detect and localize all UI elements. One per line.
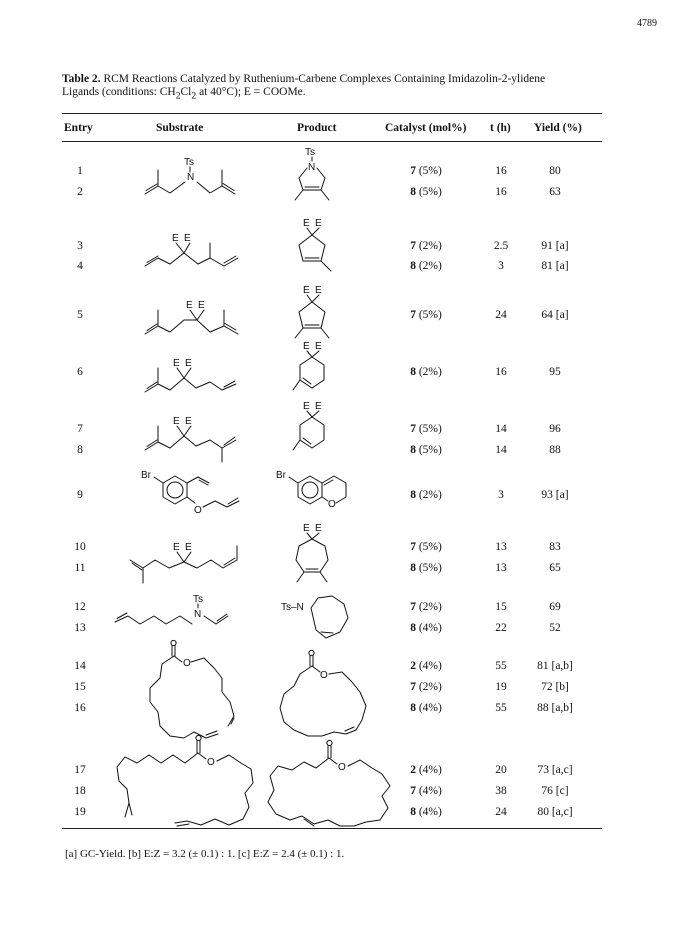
product-6-structure	[283, 340, 343, 400]
entry-value: 7	[77, 423, 83, 435]
substrate-9-structure	[135, 467, 255, 517]
entry-number	[68, 309, 92, 321]
catalyst-loading: (2%)	[418, 260, 442, 272]
time-value: 3	[498, 489, 504, 501]
entry-value: 2	[77, 186, 83, 198]
time-value: 24	[495, 806, 507, 818]
entry-number	[68, 785, 92, 797]
catalyst-number: 8	[410, 489, 416, 501]
catalyst-loading: (5%)	[418, 562, 442, 574]
yield-cell	[525, 806, 585, 818]
label-e: E	[303, 401, 310, 412]
product-12-structure	[278, 588, 358, 648]
catalyst-number: 7	[410, 785, 416, 797]
label-o: O	[338, 762, 346, 773]
caption-line-2a: Ligands (conditions: CH	[62, 86, 176, 98]
entry-number	[68, 423, 92, 435]
time-value: 24	[495, 309, 507, 321]
label-o: O	[194, 505, 202, 516]
catalyst-loading: (2%)	[418, 240, 442, 252]
yield-cell	[525, 260, 585, 272]
product-3-structure	[283, 217, 343, 277]
entry-value: 18	[74, 785, 86, 797]
header-substrate: Substrate	[156, 122, 204, 134]
entry-number	[68, 444, 92, 456]
catalyst-loading: (5%)	[418, 423, 442, 435]
yield-value: 93 [a]	[541, 489, 569, 501]
catalyst-number: 7	[410, 601, 416, 613]
time-value: 14	[495, 444, 507, 456]
yield-value: 64 [a]	[541, 309, 569, 321]
table-top-rule	[62, 113, 602, 114]
catalyst-cell	[386, 562, 466, 574]
entry-number	[68, 186, 92, 198]
time-cell	[486, 366, 516, 378]
caption-sub-2: 2	[191, 90, 197, 102]
entry-number	[68, 562, 92, 574]
label-e: E	[184, 233, 191, 244]
label-e: E	[185, 542, 192, 553]
time-cell	[486, 601, 516, 613]
catalyst-number: 8	[410, 562, 416, 574]
catalyst-number: 7	[410, 541, 416, 553]
time-value: 13	[495, 541, 507, 553]
label-br: Br	[276, 470, 286, 481]
entry-value: 4	[77, 260, 83, 272]
time-cell	[486, 806, 516, 818]
entry-value: 10	[74, 541, 86, 553]
label-ts: Ts	[184, 157, 194, 168]
entry-number	[68, 260, 92, 272]
time-value: 20	[495, 764, 507, 776]
yield-cell	[525, 423, 585, 435]
entry-number	[68, 702, 92, 714]
time-value: 14	[495, 423, 507, 435]
label-ts: Ts	[193, 594, 203, 605]
header-catalyst: Catalyst (mol%)	[385, 122, 467, 134]
yield-cell	[525, 562, 585, 574]
yield-value: 76 [c]	[541, 785, 569, 797]
yield-cell	[525, 681, 585, 693]
yield-value: 63	[549, 186, 561, 198]
header-entry: Entry	[64, 122, 93, 134]
yield-cell	[525, 444, 585, 456]
catalyst-loading: (2%)	[418, 681, 442, 693]
yield-value: 52	[549, 622, 561, 634]
time-cell	[486, 681, 516, 693]
time-cell	[486, 186, 516, 198]
yield-value: 83	[549, 541, 561, 553]
entry-number	[68, 366, 92, 378]
label-n: N	[187, 172, 195, 183]
entry-value: 19	[74, 806, 86, 818]
yield-value: 91 [a]	[541, 240, 569, 252]
substrate-17-structure	[105, 735, 270, 835]
label-e: E	[303, 341, 310, 352]
label-e: E	[173, 358, 180, 369]
catalyst-number: 2	[410, 660, 416, 672]
substrate-5-structure	[140, 298, 255, 338]
label-o: O	[183, 658, 191, 669]
table-footnote: [a] GC-Yield. [b] E:Z = 3.2 (± 0.1) : 1. [c] E:Z = 2.4 (± 0.1) : 1.	[65, 848, 345, 860]
catalyst-cell	[386, 541, 466, 553]
catalyst-cell	[386, 601, 466, 613]
time-value: 16	[495, 186, 507, 198]
entry-value: 16	[74, 702, 86, 714]
product-9-structure	[270, 467, 360, 517]
yield-value: 81 [a]	[541, 260, 569, 272]
entry-value: 12	[74, 601, 86, 613]
label-o: O	[320, 670, 328, 681]
catalyst-number: 2	[410, 764, 416, 776]
catalyst-number: 8	[410, 260, 416, 272]
time-value: 16	[495, 165, 507, 177]
product-5-structure	[283, 284, 343, 344]
yield-cell	[525, 366, 585, 378]
yield-cell	[525, 622, 585, 634]
time-cell	[486, 764, 516, 776]
substrate-12-structure	[110, 592, 270, 632]
caption-line-2c: at 40°C); E = COOMe.	[196, 86, 306, 98]
catalyst-loading: (5%)	[418, 165, 442, 177]
entry-value: 17	[74, 764, 86, 776]
time-value: 2.5	[493, 240, 509, 252]
label-e: E	[315, 218, 322, 229]
substrate-10-structure	[125, 540, 265, 585]
yield-value: 96	[549, 423, 561, 435]
label-e: E	[173, 416, 180, 427]
time-cell	[486, 702, 516, 714]
product-14-structure	[270, 650, 400, 750]
time-cell	[486, 489, 516, 501]
catalyst-number: 7	[410, 423, 416, 435]
catalyst-number: 8	[410, 186, 416, 198]
time-value: 38	[495, 785, 507, 797]
entry-number	[68, 541, 92, 553]
catalyst-number: 8	[410, 444, 416, 456]
label-e: E	[198, 300, 205, 311]
time-cell	[486, 423, 516, 435]
yield-value: 88 [a,b]	[537, 702, 573, 714]
entry-value: 9	[77, 489, 83, 501]
entry-value: 11	[74, 562, 86, 574]
catalyst-loading: (4%)	[418, 622, 442, 634]
catalyst-loading: (4%)	[418, 806, 442, 818]
substrate-1-structure	[140, 152, 250, 197]
catalyst-number: 7	[410, 681, 416, 693]
caption-line-2b: Cl	[180, 86, 192, 98]
entry-number	[68, 806, 92, 818]
entry-number	[68, 764, 92, 776]
catalyst-cell	[386, 366, 466, 378]
yield-cell	[525, 489, 585, 501]
entry-value: 13	[74, 622, 86, 634]
entry-number	[68, 240, 92, 252]
entry-value: 8	[77, 444, 83, 456]
caption-line-1: RCM Reactions Catalyzed by Ruthenium-Carbene Complexes Containing Imidazolin-2-ylidene	[103, 73, 546, 85]
entry-value: 6	[77, 366, 83, 378]
label-e: E	[185, 358, 192, 369]
catalyst-loading: (4%)	[418, 764, 442, 776]
catalyst-loading: (4%)	[418, 702, 442, 714]
yield-value: 65	[549, 562, 561, 574]
time-cell	[486, 240, 516, 252]
entry-number	[68, 660, 92, 672]
catalyst-loading: (2%)	[418, 366, 442, 378]
entry-number	[68, 681, 92, 693]
catalyst-cell	[386, 260, 466, 272]
yield-value: 80 [a,c]	[537, 806, 573, 818]
substrate-7-structure	[140, 414, 255, 464]
header-time: t (h)	[490, 122, 511, 134]
yield-cell	[525, 702, 585, 714]
catalyst-cell	[386, 423, 466, 435]
yield-cell	[525, 165, 585, 177]
time-cell	[486, 165, 516, 177]
yield-value: 73 [a,c]	[537, 764, 573, 776]
label-o: O	[328, 499, 336, 510]
substrate-6-structure	[140, 356, 255, 396]
product-10-structure	[283, 522, 343, 592]
catalyst-cell	[386, 489, 466, 501]
yield-cell	[525, 601, 585, 613]
label-n: N	[308, 162, 316, 173]
catalyst-number: 8	[410, 622, 416, 634]
time-value: 55	[495, 702, 507, 714]
label-e: E	[315, 341, 322, 352]
entry-number	[68, 165, 92, 177]
yield-value: 69	[549, 601, 561, 613]
yield-cell	[525, 541, 585, 553]
time-value: 22	[495, 622, 507, 634]
product-17-structure	[262, 740, 412, 840]
time-cell	[486, 562, 516, 574]
catalyst-cell	[386, 240, 466, 252]
yield-cell	[525, 660, 585, 672]
time-cell	[486, 444, 516, 456]
label-e: E	[186, 300, 193, 311]
yield-cell	[525, 785, 585, 797]
time-cell	[486, 260, 516, 272]
catalyst-loading: (2%)	[418, 601, 442, 613]
catalyst-loading: (2%)	[418, 489, 442, 501]
header-yield: Yield (%)	[534, 122, 582, 134]
time-value: 55	[495, 660, 507, 672]
time-cell	[486, 541, 516, 553]
catalyst-number: 8	[410, 702, 416, 714]
label-e: E	[185, 416, 192, 427]
catalyst-cell	[386, 186, 466, 198]
label-ts-n: Ts–N	[281, 602, 304, 613]
catalyst-number: 8	[410, 806, 416, 818]
catalyst-cell	[386, 309, 466, 321]
yield-cell	[525, 240, 585, 252]
label-e: E	[303, 218, 310, 229]
table-bottom-rule	[62, 828, 602, 829]
catalyst-number: 7	[410, 309, 416, 321]
substrate-14-structure	[130, 640, 270, 750]
label-n: N	[194, 609, 202, 620]
catalyst-loading: (5%)	[418, 309, 442, 321]
label-e: E	[303, 523, 310, 534]
table-label: Table 2.	[62, 73, 101, 85]
catalyst-loading: (4%)	[418, 660, 442, 672]
entry-number	[68, 601, 92, 613]
time-cell	[486, 309, 516, 321]
entry-value: 15	[74, 681, 86, 693]
label-o: O	[207, 757, 215, 768]
yield-value: 81 [a,b]	[537, 660, 573, 672]
catalyst-number: 8	[410, 366, 416, 378]
table-caption	[62, 73, 622, 102]
yield-cell	[525, 186, 585, 198]
catalyst-number: 7	[410, 165, 416, 177]
entry-number	[68, 622, 92, 634]
label-e: E	[303, 285, 310, 296]
yield-value: 95	[549, 366, 561, 378]
time-value: 13	[495, 562, 507, 574]
label-e: E	[315, 523, 322, 534]
label-ts: Ts	[305, 147, 315, 158]
yield-cell	[525, 764, 585, 776]
header-product: Product	[297, 122, 337, 134]
label-e: E	[315, 401, 322, 412]
catalyst-cell	[386, 444, 466, 456]
table-header-rule	[62, 141, 602, 142]
caption-sub-1: 2	[175, 90, 181, 102]
entry-value: 14	[74, 660, 86, 672]
product-1-structure	[283, 146, 343, 206]
catalyst-loading: (5%)	[418, 444, 442, 456]
substrate-3-structure	[140, 228, 255, 268]
time-cell	[486, 785, 516, 797]
time-value: 19	[495, 681, 507, 693]
time-value: 3	[498, 260, 504, 272]
time-cell	[486, 622, 516, 634]
yield-cell	[525, 309, 585, 321]
entry-value: 3	[77, 240, 83, 252]
page-number: 4789	[637, 18, 657, 29]
yield-value: 80	[549, 165, 561, 177]
entry-value: 1	[77, 165, 83, 177]
catalyst-loading: (4%)	[418, 785, 442, 797]
label-e: E	[315, 285, 322, 296]
label-br: Br	[141, 470, 151, 481]
time-cell	[486, 660, 516, 672]
label-e: E	[172, 233, 179, 244]
catalyst-number: 7	[410, 240, 416, 252]
product-7-structure	[283, 400, 343, 460]
catalyst-loading: (5%)	[418, 186, 442, 198]
catalyst-cell	[386, 622, 466, 634]
catalyst-loading: (5%)	[418, 541, 442, 553]
catalyst-cell	[386, 165, 466, 177]
yield-value: 72 [b]	[541, 681, 569, 693]
entry-number	[68, 489, 92, 501]
label-e: E	[173, 542, 180, 553]
time-value: 15	[495, 601, 507, 613]
yield-value: 88	[549, 444, 561, 456]
entry-value: 5	[77, 309, 83, 321]
time-value: 16	[495, 366, 507, 378]
